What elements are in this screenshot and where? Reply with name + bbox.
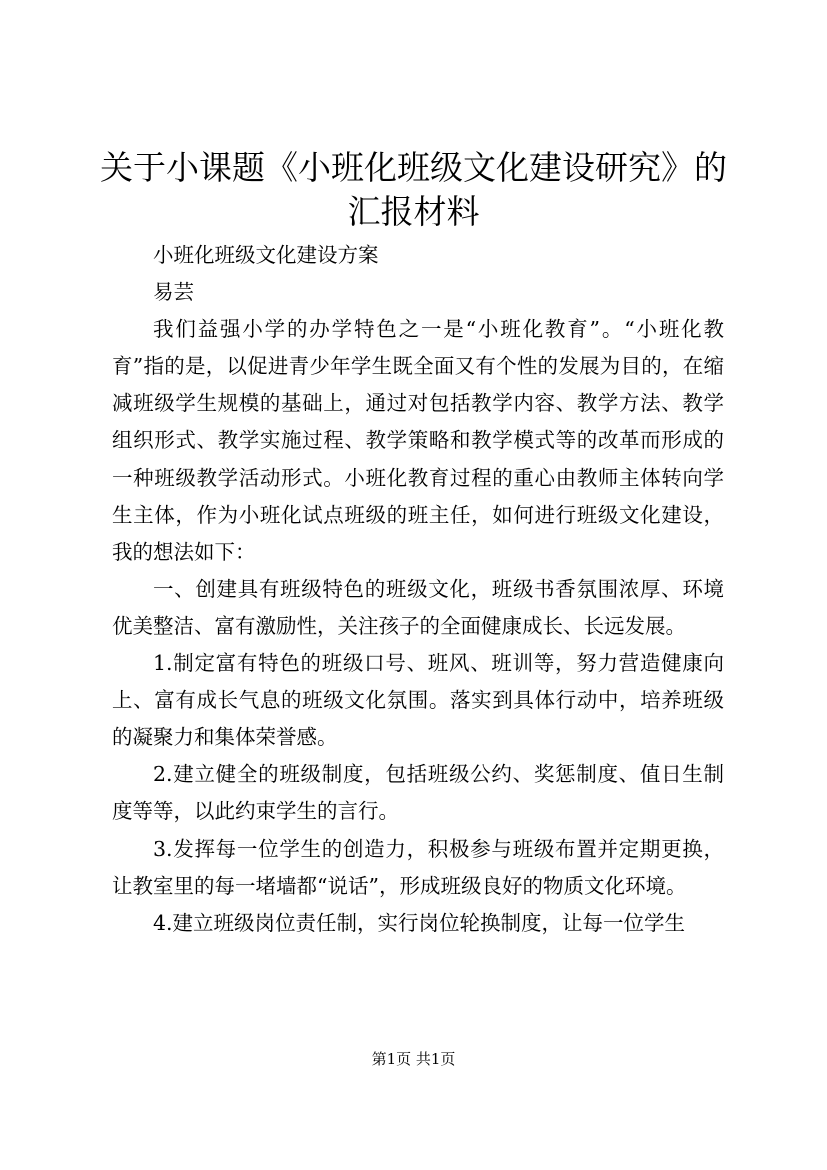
document-body <box>112 237 724 942</box>
paragraph-item-4: 4.建立班级岗位责任制，实行岗位轮换制度，让每一位学生 <box>153 910 686 935</box>
paragraph-author: 易芸 <box>153 280 194 305</box>
page-footer: 第1页 共1页 <box>371 1050 456 1068</box>
paragraph-subtitle: 小班化班级文化建设方案 <box>153 243 379 267</box>
paragraph-item-2: 2.建立健全的班级制度，包括班级公约、奖惩制度、值日生制度等等，以此约束学生的言行。 <box>112 762 724 824</box>
document-title: 关于小课题《小班化班级文化建设研究》的汇报材料 <box>100 148 727 231</box>
paragraph-section-one: 一、创建具有班级特色的班级文化，班级书香氛围浓厚、环境优美整洁、富有激励性，关注孩子的全面健康成长、长远发展。 <box>112 576 724 638</box>
paragraph-item-3: 3.发挥每一位学生的创造力，积极参与班级布置并定期更换，让教室里的每一堵墙都“说话”，形成班级良好的物质文化环境。 <box>112 836 724 898</box>
paragraph-item-1: 1.制定富有特色的班级口号、班风、班训等，努力营造健康向上、富有成长气息的班级文化氛围。落实到具体行动中，培养班级的凝聚力和集体荣誉感。 <box>112 651 724 750</box>
paragraph-intro: 我们益强小学的办学特色之一是“小班化教育”。“小班化教育”指的是，以促进青少年学生既全面又有个性的发展为目的，在缩减班级学生规模的基础上，通过对包括教学内容、教学方法、教学组织形式、教学实施过程、教学策略和教学模式等的改革而形成的一种班级教学活动形式。小班化教育过程的重心由教师主体转向学生主体，作为小班化试点班级的班主任，如何进行班级文化建设，我的想法如下： <box>112 317 724 564</box>
